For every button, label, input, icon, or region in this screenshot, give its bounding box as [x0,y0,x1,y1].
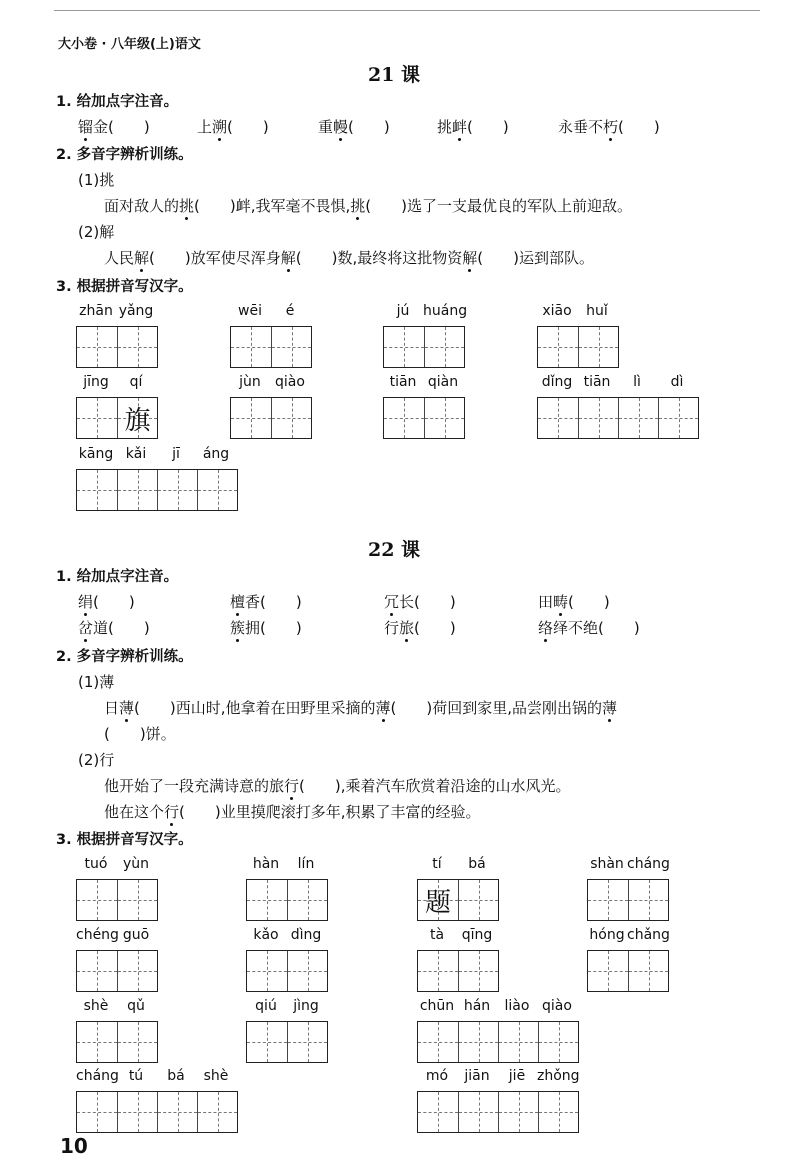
writing-group [76,446,238,511]
text-run: ( ) [414,619,456,637]
l21-q2-sub1-line [104,195,632,216]
text-run: ( )业里摸爬滚打多年,积累了丰富的经验。 [179,803,481,821]
dotted-char: 薄 [119,699,135,717]
l22-q1-item-8 [538,617,640,638]
pinyin-syllable: áng [202,446,230,462]
grid-cell[interactable] [117,880,157,920]
l21-q1-item-3 [318,116,390,137]
writing-grid [76,1021,158,1063]
text-run: 香( ) [245,593,302,611]
grid-cell[interactable] [271,398,311,438]
grid-cell[interactable] [197,470,237,510]
dotted-char: 薄 [602,699,618,717]
text-run: ( )数,最终将这批物资 [295,249,463,267]
text-run: ( )选了一支最优良的军队上前迎敌。 [365,197,633,215]
grid-cell[interactable] [247,1022,287,1062]
pinyin-row [383,303,468,323]
text-run: 金( ) [93,118,150,136]
text-run: 上 [197,118,213,136]
grid-cell[interactable] [117,327,157,367]
pinyin-row [76,303,158,323]
l22-q2-sub1-line1 [104,697,617,718]
text-run: 道( ) [93,619,150,637]
lesson-22-title: 22 课 [368,539,421,561]
text-run: 拥( ) [245,619,302,637]
pinyin-syllable: zhān [79,303,113,319]
grid-cell[interactable] [628,880,668,920]
pinyin-syllable: yùn [122,856,150,872]
l22-q1-item-7 [384,617,456,638]
pinyin-row [417,927,499,947]
writing-group [76,856,158,921]
grid-cell[interactable] [498,1092,538,1132]
pinyin-syllable: qiàn [427,374,459,390]
grid-cell[interactable] [418,880,458,920]
l22-q1-item-1 [78,591,135,612]
dotted-char: 檀 [230,593,246,611]
pinyin-row [76,1068,238,1088]
text-run: 行 [384,619,400,637]
grid-cell[interactable] [157,470,197,510]
writing-grid [417,1091,579,1133]
grid-cell[interactable] [77,327,117,367]
pinyin-syllable: jùn [239,374,261,390]
pinyin-syllable: jiē [508,1068,526,1084]
dotted-char: 溯 [212,118,228,136]
grid-cell[interactable] [424,398,464,438]
writing-group [230,374,312,439]
pinyin-syllable: qiào [542,998,572,1014]
text-run: ( ) [467,118,509,136]
pinyin-syllable: jú [396,303,410,319]
pinyin-syllable: kǎi [125,446,147,462]
dotted-char: 岔 [78,619,94,637]
writing-group [76,927,158,992]
grid-cell[interactable] [287,880,327,920]
text-run: 面对敌人的 [104,197,180,215]
grid-cell[interactable] [588,951,628,991]
grid-cell[interactable] [538,1092,578,1132]
text-run: 挑 [437,118,453,136]
writing-grid [383,326,465,368]
grid-cell[interactable] [231,327,271,367]
writing-grid [537,397,699,439]
l22-q3-title: 3. 根据拼音写汉字。 [56,832,193,848]
pinyin-syllable: mó [425,1068,449,1084]
l22-q2-sub2-line1 [104,775,571,796]
text-run: 日 [104,699,120,717]
pinyin-syllable: tuó [84,856,108,872]
grid-cell[interactable] [628,951,668,991]
l22-q2-title: 2. 多音字辨析训练。 [56,649,193,665]
grid-cell[interactable] [197,1092,237,1132]
l22-q1-title: 1. 给加点字注音。 [56,569,179,585]
writing-group [76,303,158,368]
grid-cell[interactable] [458,880,498,920]
pinyin-syllable: tiān [583,374,611,390]
pinyin-row [417,998,579,1018]
lesson-21-title: 21 课 [368,64,421,86]
l21-q2-sub1: (1)挑 [78,171,115,189]
pinyin-row [76,927,158,947]
pinyin-row [246,856,328,876]
grid-cell[interactable] [77,398,117,438]
dotted-char: 绢 [78,593,94,611]
writing-group [417,998,579,1063]
grid-cell[interactable] [538,1022,578,1062]
text-run: ( ) [93,593,135,611]
pinyin-row [417,856,499,876]
dotted-char: 行 [284,777,300,795]
grid-cell[interactable] [538,398,578,438]
writing-grid [76,879,158,921]
grid-cell[interactable] [458,1022,498,1062]
top-rule [54,10,760,11]
pinyin-syllable: qīng [461,927,493,943]
l21-q2-sub2-line [104,247,594,268]
writing-grid [417,879,499,921]
pinyin-syllable: huǐ [586,303,608,319]
pinyin-syllable: shè [83,998,109,1014]
writing-group [76,374,158,439]
writing-group [537,303,619,368]
dotted-char: 畴 [553,593,569,611]
pinyin-row [246,927,328,947]
writing-group [230,303,312,368]
pinyin-syllable: liào [504,998,530,1014]
pinyin-row [587,927,669,947]
writing-group [246,927,328,992]
pinyin-syllable: chéng [76,927,119,943]
grid-cell[interactable] [287,951,327,991]
grid-cell[interactable] [588,880,628,920]
pinyin-syllable: dìng [290,927,322,943]
l22-q1-item-2 [230,591,302,612]
pinyin-syllable: kāng [78,446,114,462]
writing-group [246,998,328,1063]
book-header: 大小卷 · 八年级(上)语文 [58,37,201,52]
dotted-char: 解 [134,249,150,267]
pinyin-syllable: bá [167,1068,185,1084]
pinyin-syllable: chūn [419,998,455,1014]
text-run: 重 [318,118,334,136]
writing-grid [76,950,158,992]
grid-cell[interactable] [117,1092,157,1132]
grid-cell[interactable] [418,951,458,991]
l22-q1-item-3 [384,591,456,612]
pinyin-syllable: wēi [238,303,262,319]
l22-q1-item-5 [78,617,150,638]
grid-cell[interactable] [117,1022,157,1062]
writing-grid [587,879,669,921]
text-run: 永垂不 [558,118,604,136]
writing-group [383,303,468,368]
text-run: ( ) [348,118,390,136]
pinyin-syllable: xiāo [542,303,572,319]
pinyin-row [417,1068,579,1088]
text-run: 他在这个 [104,803,165,821]
pinyin-syllable: yǎng [118,303,154,319]
dotted-char: 镏 [78,118,94,136]
grid-cell[interactable] [77,1022,117,1062]
writing-grid [587,950,669,992]
writing-grid [76,1091,238,1133]
pinyin-row [76,374,158,394]
pinyin-row [537,374,699,394]
l21-q1-item-2 [197,116,269,137]
pinyin-syllable: é [285,303,295,319]
dotted-char: 幔 [333,118,349,136]
pinyin-row [383,374,465,394]
dotted-char: 薄 [375,699,391,717]
text-run: 人民 [104,249,135,267]
text-run: 他开始了一段充满诗意的旅 [104,777,285,795]
grid-cell[interactable] [578,327,618,367]
writing-grid [76,326,158,368]
text-run: 田 [538,593,554,611]
pinyin-syllable: qiào [275,374,305,390]
grid-cell[interactable] [77,1092,117,1132]
dotted-char: 挑 [350,197,366,215]
grid-cell[interactable] [384,398,424,438]
grid-cell[interactable] [247,951,287,991]
grid-cell[interactable] [424,327,464,367]
pinyin-row [230,374,312,394]
dotted-char: 朽 [603,118,619,136]
writing-group [76,998,158,1063]
pinyin-syllable: qiú [255,998,277,1014]
pinyin-row [587,856,669,876]
writing-group [417,927,499,992]
grid-cell[interactable] [458,951,498,991]
text-run: ( ) [618,118,660,136]
grid-cell[interactable] [418,1092,458,1132]
l21-q2-title: 2. 多音字辨析训练。 [56,147,193,163]
pinyin-syllable: jī [172,446,180,462]
pinyin-syllable: zhǒng [537,1068,580,1084]
pinyin-syllable: tí [432,856,442,872]
writing-grid [246,1021,328,1063]
grid-cell[interactable] [157,1092,197,1132]
grid-cell[interactable] [117,470,157,510]
grid-cell[interactable] [77,880,117,920]
writing-group [417,1068,579,1133]
writing-group [537,374,699,439]
pinyin-syllable: qǔ [127,998,145,1014]
grid-cell[interactable] [77,470,117,510]
l21-q1-item-5 [558,116,660,137]
grid-cell[interactable] [117,398,157,438]
grid-cell[interactable] [247,880,287,920]
l21-q2-sub2: (2)解 [78,223,115,241]
grid-cell[interactable] [618,398,658,438]
dotted-char: 行 [164,803,180,821]
pinyin-syllable: dǐng [541,374,573,390]
writing-grid [230,397,312,439]
text-run: ( )衅,我军毫不畏惧, [194,197,351,215]
grid-cell[interactable] [271,327,311,367]
writing-grid [537,326,619,368]
l22-q2-sub2: (2)行 [78,751,115,769]
text-run: ( ) [227,118,269,136]
grid-cell[interactable] [578,398,618,438]
pinyin-syllable: hàn [252,856,280,872]
l21-q1-title: 1. 给加点字注音。 [56,94,179,110]
text-run: ( )荷回到家里,品尝刚出锅的 [390,699,603,717]
l21-q1-item-1 [78,116,150,137]
writing-group [76,1068,238,1133]
handwritten-char: 旗 [124,405,151,436]
l21-q3-title: 3. 根据拼音写汉字。 [56,279,193,295]
grid-cell[interactable] [418,1022,458,1062]
text-run: 长( ) [399,593,456,611]
pinyin-syllable: kǎo [253,927,279,943]
dotted-char: 解 [280,249,296,267]
pinyin-syllable: tú [128,1068,144,1084]
pinyin-row [537,303,619,323]
pinyin-syllable: lì [633,374,641,390]
grid-cell[interactable] [538,327,578,367]
pinyin-row [230,303,312,323]
dotted-char: 旅 [399,619,415,637]
writing-group [417,856,499,921]
grid-cell[interactable] [231,398,271,438]
writing-group [587,856,669,921]
writing-grid [230,326,312,368]
pinyin-syllable: chǎng [627,927,670,943]
grid-cell[interactable] [658,398,698,438]
writing-group [246,856,328,921]
l22-q2-sub2-line2 [104,801,481,822]
handwritten-char: 题 [424,887,451,918]
pinyin-row [76,856,158,876]
pinyin-syllable: jìng [293,998,319,1014]
pinyin-row [76,998,158,1018]
pinyin-syllable: huáng [423,303,468,319]
l22-q1-item-6 [230,617,302,638]
pinyin-syllable: cháng [76,1068,119,1084]
pinyin-syllable: jiān [464,1068,490,1084]
dotted-char: 络 [538,619,554,637]
grid-cell[interactable] [458,1092,498,1132]
l22-q1-item-4 [538,591,610,612]
writing-grid [246,950,328,992]
text-run: ( ),乘着汽车欣赏着沿途的山水风光。 [299,777,571,795]
pinyin-syllable: hóng [589,927,625,943]
writing-group [383,374,465,439]
pinyin-syllable: cháng [627,856,670,872]
text-run: ( )西山时,他拿着在田野里采摘的 [134,699,376,717]
pinyin-syllable: jīng [83,374,109,390]
grid-cell[interactable] [287,1022,327,1062]
writing-grid [76,397,158,439]
pinyin-syllable: dì [670,374,684,390]
writing-grid [246,879,328,921]
text-run: 绎不绝( ) [553,619,640,637]
writing-grid [76,469,238,511]
pinyin-syllable: guō [122,927,150,943]
writing-grid [383,397,465,439]
dotted-char: 挑 [179,197,195,215]
grid-cell[interactable] [498,1022,538,1062]
writing-grid [417,950,499,992]
writing-grid [417,1021,579,1063]
grid-cell[interactable] [77,951,117,991]
pinyin-syllable: tà [429,927,445,943]
pinyin-syllable: qí [129,374,143,390]
pinyin-syllable: lín [297,856,315,872]
grid-cell[interactable] [117,951,157,991]
pinyin-syllable: bá [468,856,486,872]
pinyin-row [76,446,238,466]
grid-cell[interactable] [384,327,424,367]
pinyin-syllable: hán [463,998,491,1014]
text-run: ( )运到部队。 [477,249,594,267]
dotted-char: 簇 [230,619,246,637]
text-run: ( ) [568,593,610,611]
pinyin-syllable: shàn [590,856,624,872]
dotted-char: 冗 [384,593,400,611]
l22-q2-sub1: (1)薄 [78,673,115,691]
l21-q1-item-4 [437,116,509,137]
writing-group [587,927,669,992]
l22-q2-sub1-line2: ( )饼。 [104,725,176,743]
pinyin-row [246,998,328,1018]
page-number: 10 [60,1134,88,1158]
text-run: ( )放军使尽浑身 [149,249,281,267]
dotted-char: 解 [462,249,478,267]
pinyin-syllable: tiān [389,374,417,390]
dotted-char: 衅 [452,118,468,136]
pinyin-syllable: shè [203,1068,229,1084]
